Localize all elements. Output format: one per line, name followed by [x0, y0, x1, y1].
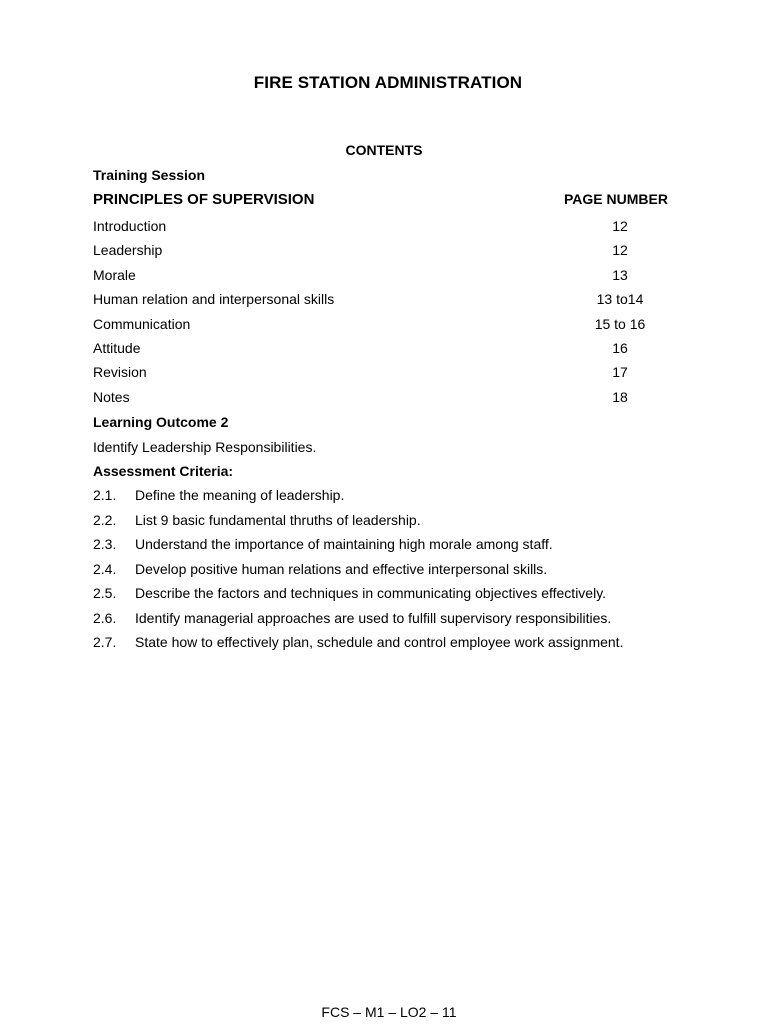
criteria-number: 2.4.	[93, 560, 117, 577]
criteria-number: 2.5.	[93, 585, 117, 601]
criteria-text: Define the meaning of leadership.	[135, 487, 345, 503]
criteria-text: Describe the factors and techniques in communicating objectives effectively.	[135, 585, 607, 601]
toc-title: Human relation and interpersonal skills	[93, 291, 335, 308]
criteria-number: 2.1.	[93, 487, 117, 503]
criteria-text: List 9 basic fundamental thruths of leadership.	[135, 511, 421, 528]
assessment-criteria-list	[93, 487, 693, 659]
page-number-heading: PAGE NUMBER	[564, 191, 668, 207]
toc-title: Revision	[93, 364, 147, 381]
toc-row	[93, 389, 693, 413]
section-heading: PRINCIPLES OF SUPERVISION	[93, 191, 315, 208]
criteria-item	[93, 634, 693, 659]
page-title: FIRE STATION ADMINISTRATION	[253, 73, 523, 92]
toc-title: Introduction	[93, 218, 167, 234]
training-session-label: Training Session	[93, 167, 206, 183]
page-footer: FCS – M1 – LO2 – 11	[321, 1004, 457, 1020]
criteria-text: Understand the importance of maintaining high morale among staff.	[135, 536, 553, 552]
toc-row	[93, 340, 693, 364]
contents-heading: CONTENTS	[345, 142, 423, 158]
criteria-number: 2.2.	[93, 511, 117, 528]
learning-outcome-heading: Learning Outcome 2	[93, 414, 229, 430]
toc-title: Attitude	[93, 339, 141, 356]
criteria-item	[93, 610, 693, 635]
toc-page-number: 12	[612, 218, 628, 234]
criteria-item	[93, 536, 693, 561]
toc-row	[93, 364, 693, 388]
toc-row	[93, 291, 693, 315]
criteria-item	[93, 512, 693, 537]
criteria-number: 2.7.	[93, 634, 117, 650]
criteria-item	[93, 561, 693, 586]
criteria-text: Develop positive human relations and effective interpersonal skills.	[135, 560, 548, 577]
toc-page-number: 18	[612, 388, 628, 405]
criteria-item	[93, 487, 693, 512]
criteria-number: 2.3.	[93, 536, 117, 552]
toc-row	[93, 267, 693, 291]
toc-title: Morale	[93, 266, 136, 283]
toc-row	[93, 316, 693, 340]
toc-page-number: 17	[612, 364, 628, 381]
toc-row	[93, 218, 693, 242]
assessment-criteria-heading: Assessment Criteria:	[93, 463, 234, 479]
toc-title: Notes	[93, 388, 130, 405]
toc-title: Communication	[93, 315, 191, 332]
criteria-item	[93, 585, 693, 610]
criteria-text: Identify managerial approaches are used to fulfill supervisory responsibilities.	[135, 609, 612, 626]
toc-page-number: 15 to 16	[594, 315, 646, 332]
learning-outcome-text: Identify Leadership Responsibilities.	[93, 439, 317, 455]
criteria-number: 2.6.	[93, 609, 117, 626]
toc-title: Leadership	[93, 242, 163, 259]
criteria-text: State how to effectively plan, schedule and control employee work assignment.	[135, 634, 624, 650]
table-of-contents	[93, 218, 693, 413]
toc-page-number: 13	[612, 266, 628, 283]
toc-page-number: 12	[612, 242, 628, 259]
toc-page-number: 13 to14	[596, 291, 644, 308]
toc-page-number: 16	[612, 339, 628, 356]
toc-row	[93, 242, 693, 266]
